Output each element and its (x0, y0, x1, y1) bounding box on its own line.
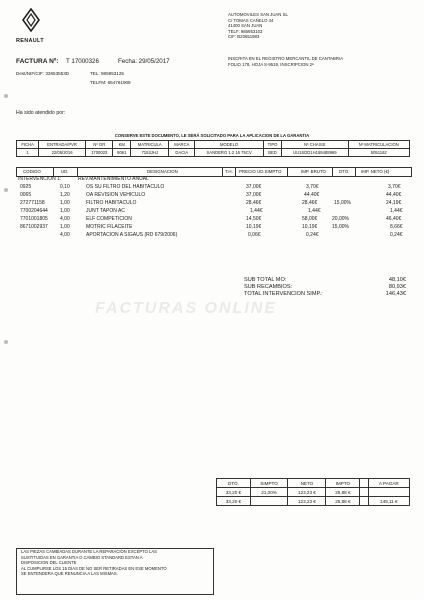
line-price: 1,44€ (250, 208, 263, 214)
summary-table (216, 478, 410, 506)
line-desc: JUNT TAPON AC (86, 208, 125, 214)
vehicle-cell: 22/05/2016 (39, 149, 86, 157)
line-net: 3,70€ (388, 184, 401, 190)
col-ud: UD. (61, 169, 69, 174)
vehicle-header-cell: FICHA (17, 141, 39, 149)
line-gross: 0,24€ (306, 232, 319, 238)
vehicle-header-cell: MATRICULA (131, 141, 169, 149)
punch-hole-mark (4, 188, 8, 192)
line-net: 0,24€ (390, 232, 403, 238)
legal-notice-box (16, 548, 214, 595)
line-qty: 1,20 (60, 192, 70, 198)
line-dto: 15,00% (334, 200, 351, 206)
registry-line: FOLIO 178, HOJA S-9519, INSCRIPCION 2ª (228, 61, 314, 67)
registry-line: INSCRITA EN EL REGISTRO MERCANTIL DE CANTABRIA (228, 56, 344, 61)
vehicle-header-cell: Nº CHASIS (282, 141, 348, 149)
vehicle-header-cell: Nº MATRICULACION (348, 141, 410, 149)
line-qty: 4,00 (60, 216, 70, 222)
vehicle-cell: 5051162 (348, 149, 410, 157)
line-code: INTERVENCION 1: (18, 176, 62, 182)
vehicle-header-cell: ENTRADA/PVR (39, 141, 86, 149)
table-row (16, 184, 410, 192)
line-code: 272771158 (20, 200, 45, 206)
vehicle-header-cell: MARCA (169, 141, 195, 149)
legal-line: DISPOSICION DEL CLIENTE (21, 560, 77, 566)
punch-hole-mark (4, 94, 8, 98)
summary-header-cell: NETO (288, 479, 326, 488)
date-label: Fecha: (118, 58, 137, 65)
summary-header-cell: DTO. (217, 479, 251, 488)
company-line: 41400 SAN JUAN (228, 23, 263, 29)
line-net: 46,40€ (386, 216, 402, 222)
legal-line: LAS PIEZAS CAMBIADAS DURANTE LA REPARACION EXCEPTO LAS (21, 549, 157, 554)
line-desc: REV.MANTENIMIENTO ANUAL (78, 176, 149, 182)
summary-cell: 123,23 € (288, 488, 326, 497)
col-designacion: DESIGNACION (147, 169, 178, 174)
invoice-number: T 17000326 (66, 58, 99, 65)
line-code: 7701001805 (20, 216, 48, 222)
vehicle-cell: DACIA (169, 149, 195, 157)
line-dto: 20,00% (332, 216, 349, 222)
summary-cell: 21,00% (250, 488, 288, 497)
line-price: 37,00€ (246, 184, 262, 190)
client-mobile: TELFM: 654761909 (90, 80, 131, 85)
col-neto: IMP. NETO (€) (361, 169, 390, 174)
line-price: 10,19€ (246, 224, 262, 230)
total-value: 80,93€ (388, 284, 406, 290)
table-row (16, 192, 410, 200)
col-precio: PRECIO UD.SIMPTO (239, 169, 282, 174)
line-price: 28,46€ (246, 200, 262, 206)
summary-cell (250, 497, 288, 506)
table-row (16, 176, 410, 184)
line-price: 37,00€ (246, 192, 262, 198)
summary-cell (368, 488, 409, 497)
total-label: TOTAL INTERVENCION SIMP.: (244, 291, 323, 297)
vehicle-header-cell: Nº OR (85, 141, 113, 149)
company-line: CIF: B20651983 (228, 34, 260, 40)
summary-header-cell: A PAGAR (368, 479, 409, 488)
company-address-block (228, 12, 288, 40)
line-gross: 3,70€ (306, 184, 319, 190)
client-phone: TEL: 985953125 (90, 71, 124, 76)
line-gross: 1,44€ (308, 208, 321, 214)
registry-note (228, 56, 343, 67)
invoice-title: FACTURA Nº: (16, 58, 59, 65)
line-gross: 58,00€ (302, 216, 318, 222)
line-qty: 1,00 (60, 208, 70, 214)
line-price: 0,06€ (248, 232, 261, 238)
summary-cell: 25,88 € (326, 497, 360, 506)
line-qty: 4,00 (60, 232, 70, 238)
line-net: 8,66€ (390, 224, 403, 230)
table-row (16, 216, 410, 224)
summary-row (217, 497, 410, 506)
total-label: SUB RECAMBIOS: (244, 284, 293, 290)
total-value: 48,10€ (388, 277, 406, 283)
line-code: 7700204644 (20, 208, 48, 214)
summary-cell: 33,20 € (217, 497, 251, 506)
line-net: 44,40€ (386, 192, 402, 198)
line-desc: ELF COMPETICION (86, 216, 132, 222)
line-price: 14,50€ (246, 216, 262, 222)
line-code: 0925 (20, 184, 32, 190)
line-code: 0065 (20, 192, 32, 198)
line-gross: 44,40€ (304, 192, 320, 198)
vehicle-cell: 1 (17, 149, 39, 157)
col-dto: DTO. (339, 169, 350, 174)
col-th: T.H. (225, 169, 233, 174)
legal-line: SUSTITUIDAS EN GARANTIA O CAMBIO STANDARD ESTAN A (21, 554, 143, 560)
summary-header (217, 479, 410, 488)
vehicle-header-cell: MODELO (195, 141, 264, 149)
summary-cell (360, 497, 368, 506)
summary-row (217, 488, 410, 497)
total-row (244, 277, 410, 284)
line-desc: OS SU FILTRO DEL HABITACULO (86, 184, 165, 190)
attended-by: Ha sido atendido por: (16, 110, 66, 116)
line-gross: 10,19€ (302, 224, 318, 230)
vehicle-cell: SANDERO 1.2 16 75CV (195, 149, 264, 157)
summary-header-cell (360, 479, 368, 488)
totals-block (244, 277, 410, 298)
total-label: SUB TOTAL MO: (244, 277, 287, 283)
warranty-note: CONSERVE ESTE DOCUMENTO, LE SERÁ SOLICITADO PARA LA APLICACION DE LA GARANTIA (114, 133, 310, 138)
date-value: 29/05/2017 (138, 58, 170, 65)
line-qty: 0,10 (60, 184, 70, 190)
line-net: 1,44€ (390, 208, 403, 214)
line-qty: 1,00 (60, 224, 70, 230)
table-row (16, 208, 410, 216)
client-id: Dest/NIF/CIF: 33653553D (16, 71, 70, 76)
line-qty: 1,00 (60, 200, 70, 206)
line-dto: 15,00% (332, 224, 349, 230)
company-line: TELF: 985953103 (228, 28, 263, 34)
vehicle-table-header (17, 141, 410, 149)
vehicle-cell: 1700023 (85, 149, 113, 157)
vehicle-cell: BED (263, 149, 281, 157)
total-row (244, 284, 410, 291)
line-gross: 28,46€ (302, 200, 318, 206)
summary-cell (360, 488, 368, 497)
summary-cell: 33,20 € (217, 488, 251, 497)
table-row (16, 232, 410, 240)
col-codigo: CODIGO (23, 169, 41, 174)
vehicle-table (16, 140, 410, 157)
punch-hole-mark (4, 340, 8, 344)
company-line: C/ TOMAS CAÑELO 44 (228, 17, 274, 23)
summary-header-cell: IMPTO (326, 479, 360, 488)
invoice-date (118, 58, 170, 65)
table-row (16, 200, 410, 208)
summary-cell: 149,11 € (368, 497, 409, 506)
watermark: FACTURAS ONLINE (95, 300, 277, 317)
line-desc: OA REVISION VEHICULO (86, 192, 146, 198)
line-desc: MOTRIC FILACEITE (86, 224, 133, 230)
total-row (244, 291, 410, 298)
vehicle-table-row (17, 149, 410, 157)
vehicle-cell: UU1SDD1H159488969 (282, 149, 348, 157)
vehicle-cell: 7153JHJ (131, 149, 169, 157)
vehicle-header-cell: TIPO (263, 141, 281, 149)
summary-cell: 123,23 € (288, 497, 326, 506)
legal-line: AL CUMPLIRSE LOS 15 DIAS DE NO SER RETIRADAS EN ESE MOMENTO (21, 565, 167, 571)
renault-diamond-logo-icon (22, 8, 40, 32)
line-code: 8671002937 (20, 224, 48, 230)
summary-header-cell: SIMPTO (250, 479, 288, 488)
legal-line: SE ENTENDERA QUE RENUNCIA A LAS MISMAS. (21, 571, 118, 577)
line-desc: APORTACION A SIGAUS (RD 679/2006) (86, 232, 178, 238)
company-line: AUTOMOVILES SAN JUAN SL (228, 12, 288, 17)
line-net: 24,19€ (386, 200, 402, 206)
line-desc: FILTRO HABITACULO (86, 200, 137, 206)
vehicle-header-cell: KM (113, 141, 131, 149)
vehicle-cell: 8061 (113, 149, 131, 157)
table-row (16, 224, 410, 232)
summary-cell: 25,88 € (326, 488, 360, 497)
col-pvp: IMP. BRUTO (301, 169, 326, 174)
total-value: 146,43€ (385, 291, 406, 297)
brand-name: RENAULT (16, 38, 44, 44)
